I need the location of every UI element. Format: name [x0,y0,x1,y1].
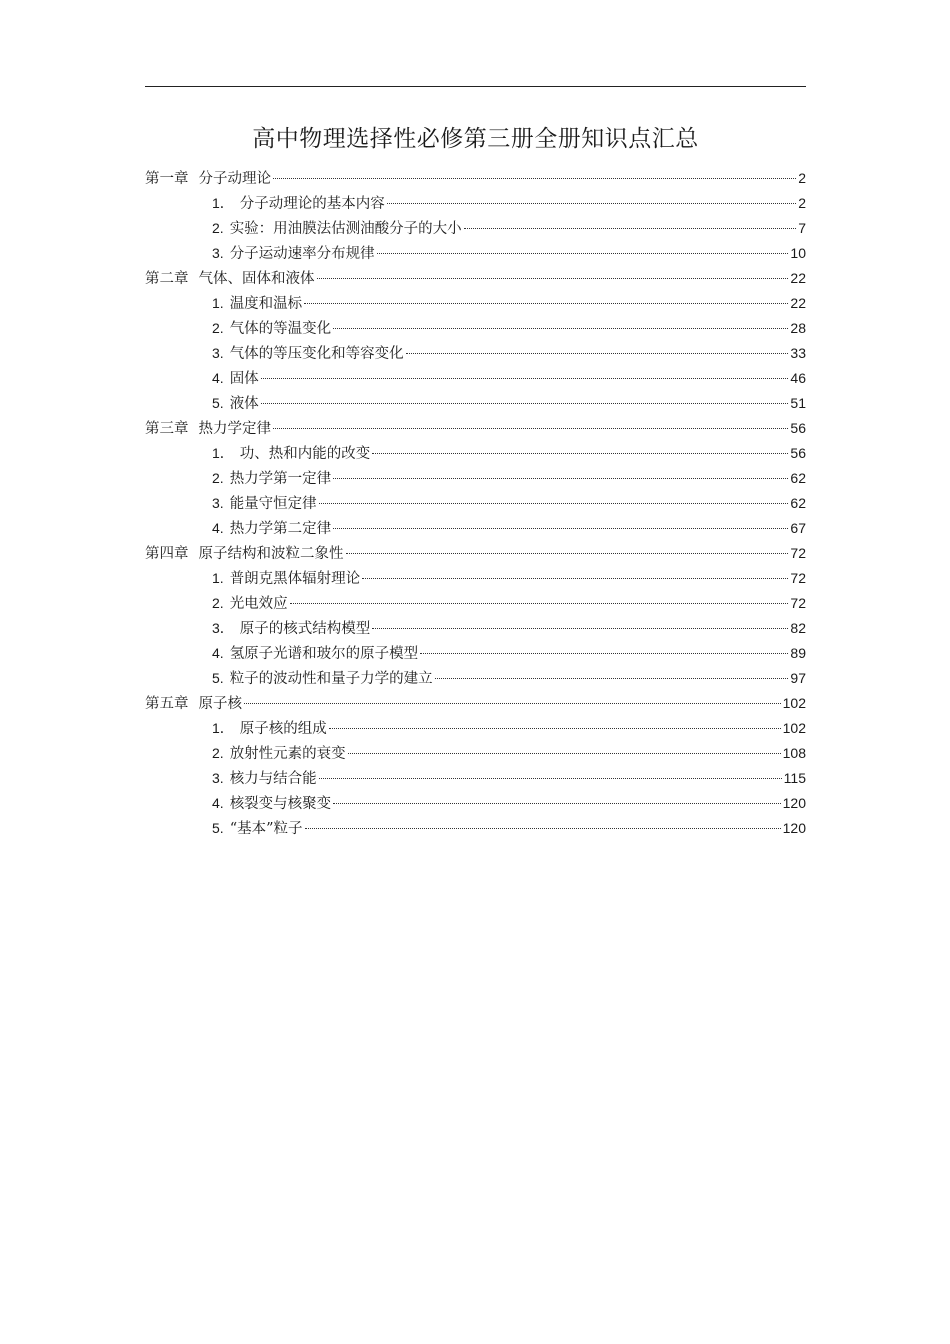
dot-leader [273,178,796,179]
page-number: 2 [798,195,806,211]
dot-leader [348,753,781,754]
dot-leader [372,453,788,454]
page-number: 72 [790,545,806,561]
section-number: 3. [212,770,224,786]
page-number: 120 [782,795,806,811]
toc-section-entry[interactable] [145,466,806,491]
dot-leader [406,353,789,354]
section-number: 2. [212,220,224,236]
section-title: 功、热和内能的改变 [239,446,371,462]
toc-section-entry[interactable] [145,491,806,516]
section-number: 2. [212,745,224,761]
page-number: 115 [783,770,806,786]
section-number: 1． [212,195,234,211]
dot-leader [333,803,780,804]
page-number: 72 [790,595,806,611]
toc-section-entry[interactable] [145,741,806,766]
page-number: 7 [798,220,806,236]
toc-section-entry[interactable] [145,516,806,541]
section-number: 3. [212,345,224,361]
dot-leader [420,653,788,654]
section-number: 2. [212,595,224,611]
page-number: 62 [790,470,806,486]
dot-leader [333,478,788,479]
section-number: 1. [212,570,224,586]
page-number: 62 [790,495,806,511]
dot-leader [273,428,788,429]
page-number: 2 [798,170,806,186]
toc-section-entry[interactable] [145,566,806,591]
dot-leader [304,303,788,304]
page-number: 108 [782,745,806,761]
dot-leader [435,678,789,679]
section-title: 光电效应 [229,596,288,612]
section-number: 5. [212,670,224,686]
section-number: 4. [212,520,224,536]
dot-leader [317,278,789,279]
section-title: 原子的核式结构模型 [239,621,371,637]
section-number: 3． [212,620,234,636]
chapter-title: 分子动理论 [198,171,271,187]
toc-section-entry[interactable] [145,641,806,666]
section-title: 粒子的波动性和量子力学的建立 [229,671,433,687]
toc-chapter-entry[interactable] [145,166,806,191]
section-title: 温度和温标 [229,296,303,312]
dot-leader [319,503,789,504]
section-title: 气体的等压变化和等容变化 [229,346,404,362]
section-number: 3. [212,245,224,261]
toc-section-entry[interactable] [145,591,806,616]
chapter-number: 第二章 [145,271,189,287]
section-number: 4. [212,645,224,661]
toc-section-entry[interactable] [145,216,806,241]
chapter-title: 原子结构和波粒二象性 [198,546,344,562]
chapter-title: 气体、固体和液体 [198,271,315,287]
page-number: 89 [790,645,806,661]
section-number: 1． [212,445,234,461]
section-number: 2. [212,320,224,336]
toc-section-entry[interactable] [145,791,806,816]
toc-section-entry[interactable] [145,616,806,641]
chapter-number: 第三章 [145,421,189,437]
dot-leader [329,728,781,729]
dot-leader [333,528,788,529]
document-title: 高中物理选择性必修第三册全册知识点汇总 [252,126,699,152]
chapter-title: 原子核 [198,696,242,712]
page-number: 28 [790,320,806,336]
toc-section-entry[interactable] [145,666,806,691]
toc-section-entry[interactable] [145,191,806,216]
chapter-number: 第五章 [145,696,189,712]
page-number: 67 [790,520,806,536]
dot-leader [387,203,796,204]
section-number: 5. [212,820,224,836]
dot-leader [244,703,781,704]
toc-section-entry[interactable] [145,391,806,416]
section-title: 能量守恒定律 [229,496,317,512]
toc-section-entry[interactable] [145,291,806,316]
section-number: 1. [212,295,224,311]
section-title: 实验：用油膜法估测油酸分子的大小 [229,221,462,237]
section-title: 热力学第一定律 [229,471,332,487]
page-number: 51 [790,395,806,411]
toc-section-entry[interactable] [145,716,806,741]
dot-leader [362,578,788,579]
section-title: 固体 [229,371,259,387]
toc-section-entry[interactable] [145,441,806,466]
section-title: 核裂变与核聚变 [229,796,332,812]
section-number: 1． [212,720,234,736]
dot-leader [346,553,789,554]
page-number: 72 [790,570,806,586]
dot-leader [372,628,788,629]
section-title: 放射性元素的衰变 [229,746,346,762]
chapter-title: 热力学定律 [198,421,271,437]
section-number: 5. [212,395,224,411]
dot-leader [290,603,789,604]
header-rule [145,86,806,87]
section-title: 分子动理论的基本内容 [239,196,385,212]
toc-chapter-entry[interactable] [145,416,806,441]
section-title: 普朗克黑体辐射理论 [229,571,361,587]
page-number: 102 [782,720,806,736]
toc-chapter-entry[interactable] [145,691,806,716]
dot-leader [464,228,797,229]
toc-section-entry[interactable] [145,341,806,366]
section-title: 分子运动速率分布规律 [229,246,375,262]
page-number: 97 [790,670,806,686]
page-number: 46 [790,370,806,386]
dot-leader [261,378,789,379]
section-title: 液体 [229,396,259,412]
toc-section-entry[interactable] [145,241,806,266]
page-number: 56 [790,420,806,436]
section-number: 4. [212,795,224,811]
dot-leader [305,828,781,829]
page-number: 120 [782,820,806,836]
dot-leader [319,778,782,779]
section-title: 核力与结合能 [229,771,317,787]
table-of-contents [145,166,806,841]
section-title: 原子核的组成 [239,721,327,737]
page-number: 10 [790,245,806,261]
section-title: “基本”粒子 [229,821,303,837]
dot-leader [333,328,788,329]
dot-leader [261,403,789,404]
page-number: 33 [790,345,806,361]
toc-chapter-entry[interactable] [145,541,806,566]
dot-leader [377,253,789,254]
page-number: 22 [790,270,806,286]
toc-section-entry[interactable] [145,316,806,341]
section-number: 2. [212,470,224,486]
section-title: 气体的等温变化 [229,321,332,337]
page-number: 56 [790,445,806,461]
page-number: 82 [790,620,806,636]
toc-section-entry[interactable] [145,816,806,841]
chapter-number: 第四章 [145,546,189,562]
chapter-number: 第一章 [145,171,189,187]
toc-section-entry[interactable] [145,766,806,791]
page-number: 102 [782,695,806,711]
page-number: 22 [790,295,806,311]
section-number: 3. [212,495,224,511]
section-title: 热力学第二定律 [229,521,332,537]
section-number: 4. [212,370,224,386]
section-title: 氢原子光谱和玻尔的原子模型 [229,646,419,662]
toc-section-entry[interactable] [145,366,806,391]
toc-chapter-entry[interactable] [145,266,806,291]
